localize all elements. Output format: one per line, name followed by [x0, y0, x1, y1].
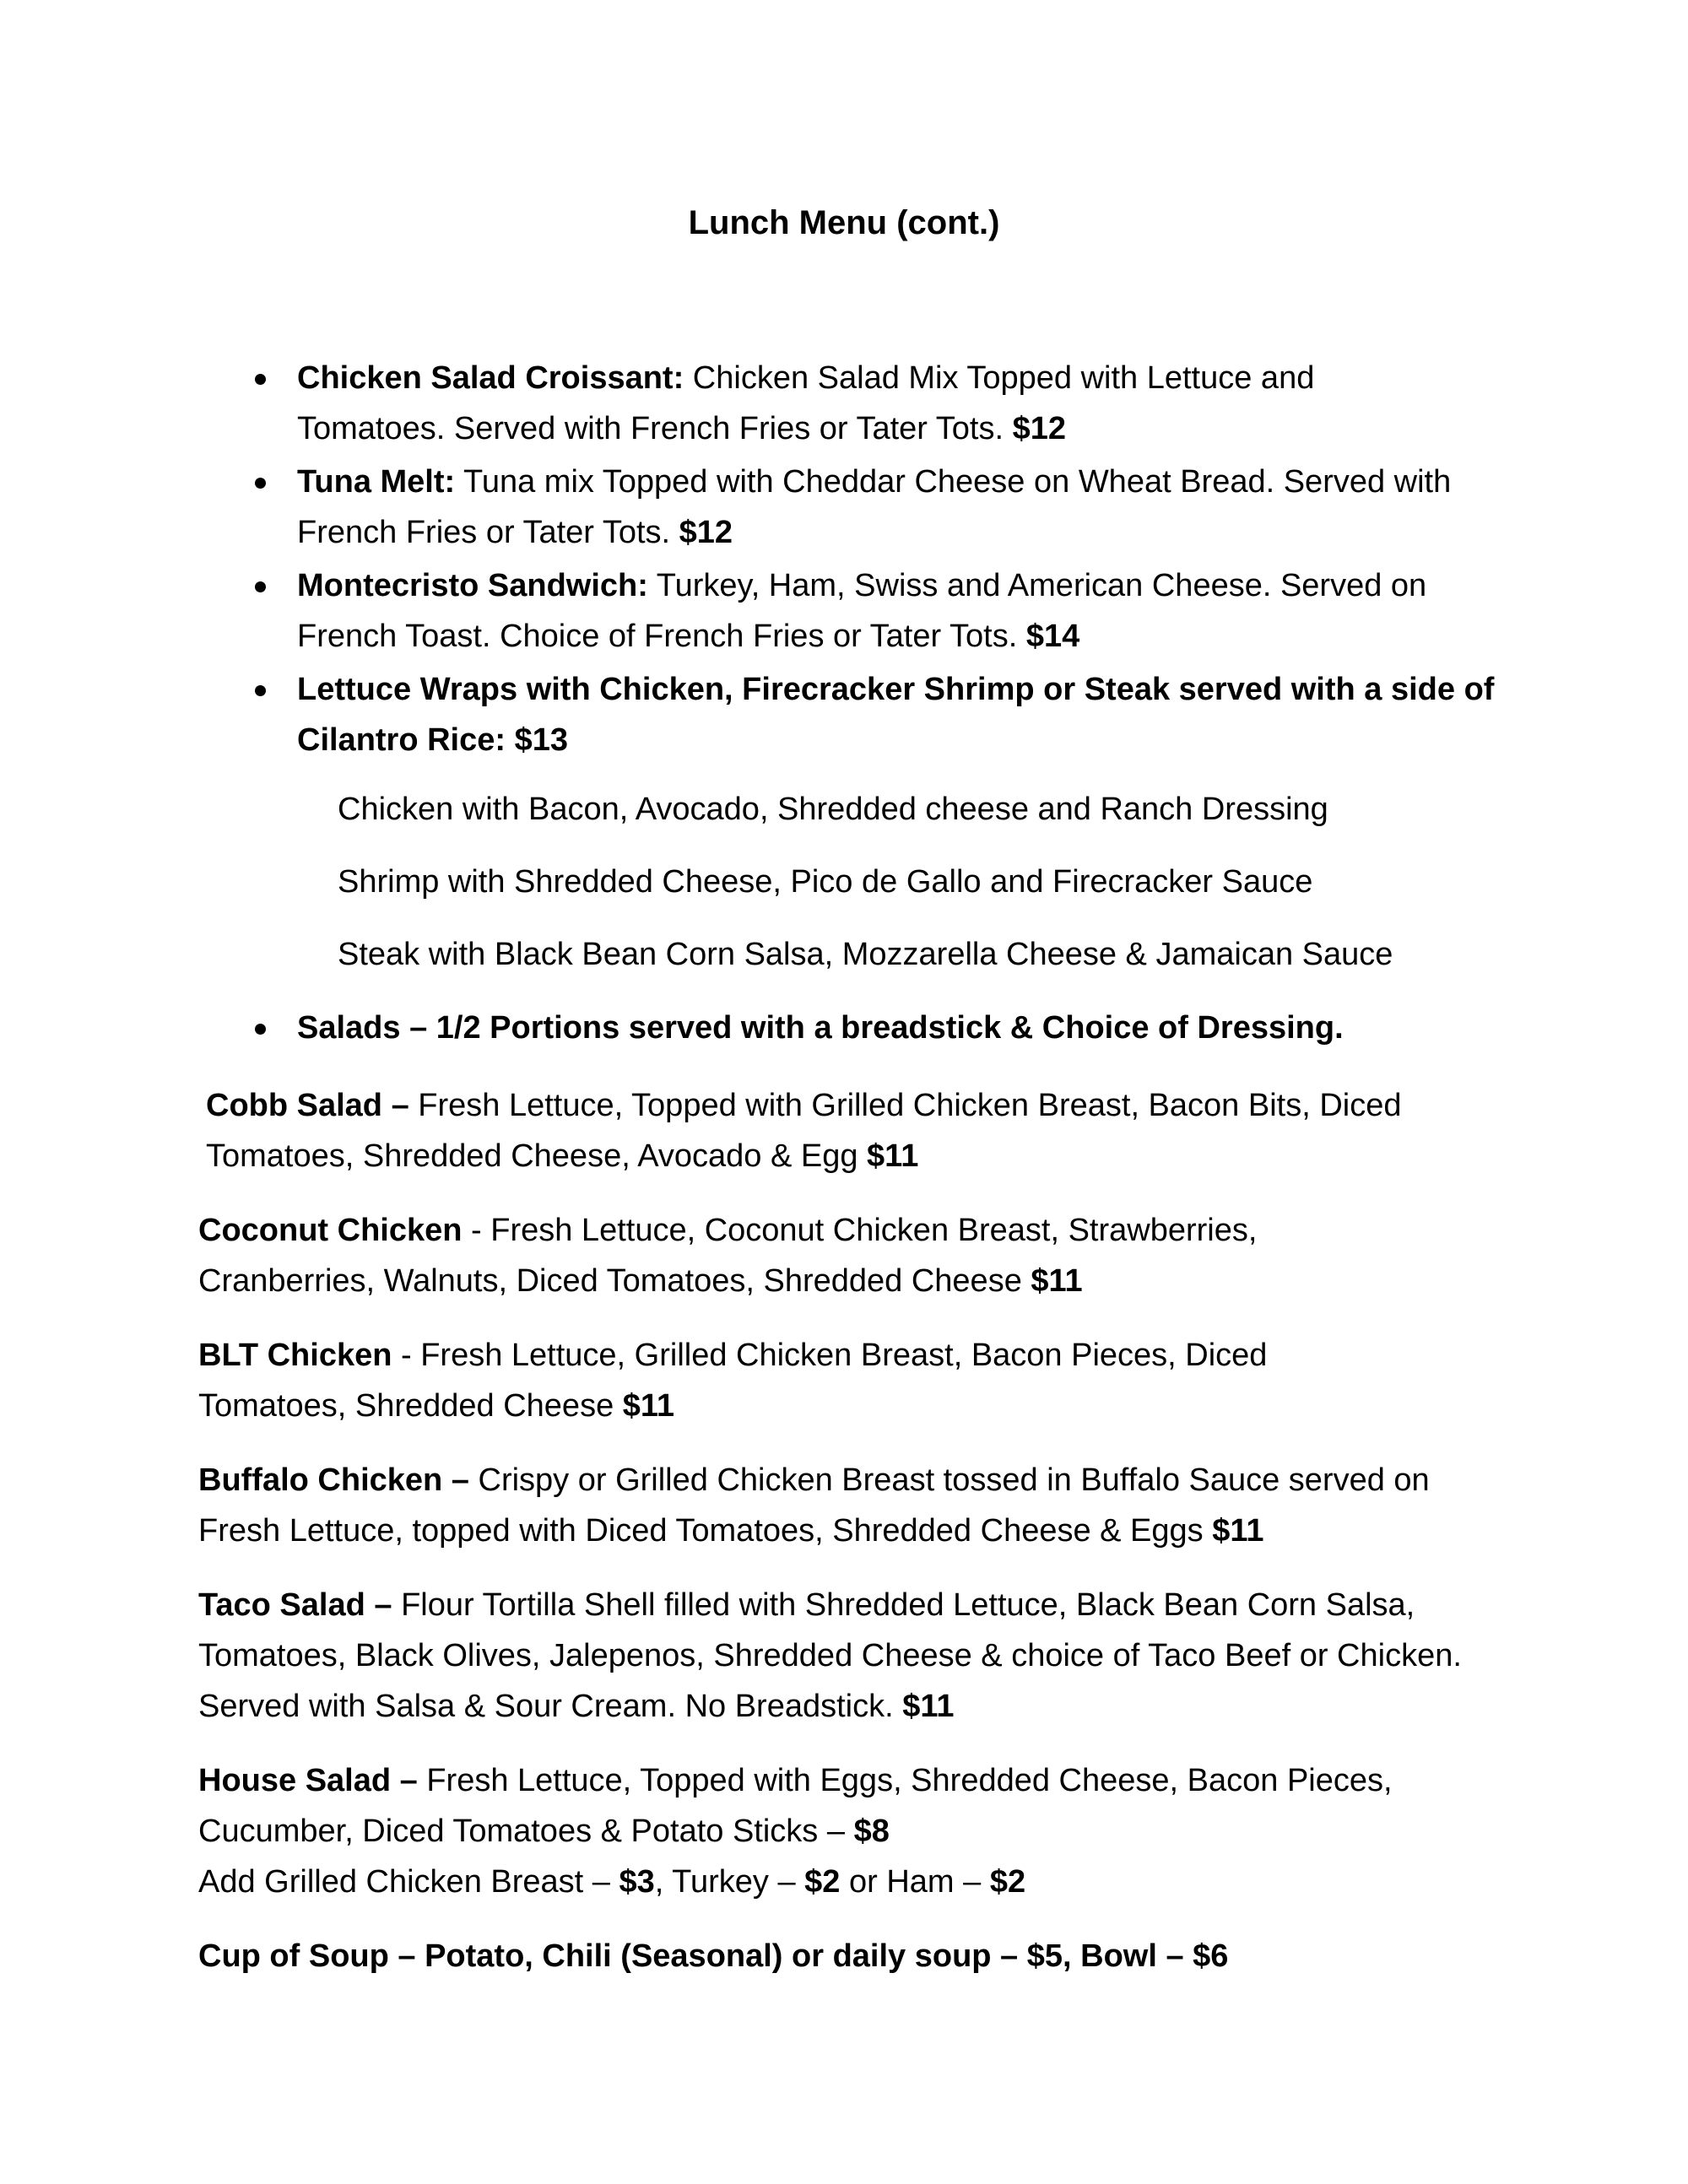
list-item	[245, 353, 1453, 454]
soup-line: Cup of Soup – Potato, Chili (Seasonal) or daily soup – $5, Bowl – $6	[198, 1938, 1229, 1974]
bullet-icon	[255, 685, 266, 696]
salad-price: $11	[1212, 1513, 1264, 1549]
list-item	[245, 1003, 1519, 1053]
salad-name: House Salad –	[198, 1763, 418, 1798]
salad-item	[198, 1580, 1498, 1732]
list-item	[245, 457, 1519, 558]
item-price: $14	[1025, 619, 1080, 654]
salad-description: - Fresh Lettuce, Grilled Chicken Breast, Bacon Pieces, Diced Tomatoes, Shredded Cheese	[198, 1338, 1268, 1424]
salad-price: $11	[867, 1138, 919, 1174]
salad-price: $11	[622, 1388, 675, 1424]
salad-name: Taco Salad –	[198, 1587, 392, 1623]
entree-list	[245, 353, 1519, 768]
salad-section	[198, 1080, 1507, 2005]
wrap-option: Shrimp with Shredded Cheese, Pico de Gallo and Firecracker Sauce	[338, 864, 1313, 900]
salad-description: - Fresh Lettuce, Coconut Chicken Breast, Strawberries, Cranberries, Walnuts, Diced Tomatoes, Shredded Cheese	[198, 1213, 1258, 1299]
addon-price: $2	[804, 1864, 841, 1900]
salad-item	[198, 1330, 1380, 1431]
item-price: $12	[1012, 411, 1067, 446]
item-name: Montecristo Sandwich:	[297, 568, 648, 603]
salad-item	[198, 1080, 1421, 1181]
addons-text: , Turkey –	[654, 1864, 805, 1900]
salad-name: Buffalo Chicken –	[198, 1462, 469, 1498]
item-description: Chicken Salad Mix Topped with Lettuce and Tomatoes. Served with French Fries or Tater Tots.	[297, 360, 1315, 446]
bullet-icon	[255, 374, 266, 385]
item-name: Lettuce Wraps with Chicken, Firecracker Shrimp or Steak served with a side of Cilantro Rice: $13	[297, 672, 1495, 758]
addon-price: $2	[989, 1864, 1026, 1900]
addons-text: or Ham –	[840, 1864, 990, 1900]
list-item	[245, 664, 1496, 765]
salad-price: $8	[853, 1814, 890, 1849]
salad-name: Cobb Salad –	[206, 1088, 409, 1123]
salad-name: Coconut Chicken	[198, 1213, 463, 1248]
salads-header: Salads – 1/2 Portions served with a breadstick & Choice of Dressing.	[297, 1010, 1344, 1046]
addons-text: Add Grilled Chicken Breast –	[198, 1864, 619, 1900]
bullet-icon	[255, 581, 266, 592]
wrap-option: Steak with Black Bean Corn Salsa, Mozzarella Cheese & Jamaican Sauce	[338, 937, 1393, 972]
salads-list	[245, 1003, 1519, 1056]
addon-price: $3	[619, 1864, 655, 1900]
house-salad	[198, 1755, 1498, 1907]
wrap-option: Chicken with Bacon, Avocado, Shredded cheese and Ranch Dressing	[338, 792, 1328, 827]
wrap-options	[245, 786, 1511, 1003]
salad-description: Fresh Lettuce, Topped with Eggs, Shredded Cheese, Bacon Pieces, Cucumber, Diced Tomatoes & Potato Sticks –	[198, 1763, 1393, 1849]
salad-description: Fresh Lettuce, Topped with Grilled Chicken Breast, Bacon Bits, Diced Tomatoes, Shredded Cheese, Avocado & Egg	[206, 1088, 1402, 1174]
salad-price: $11	[1031, 1263, 1083, 1299]
item-description: Turkey, Ham, Swiss and American Cheese. Served on French Toast. Choice of French Fries or Tater Tots.	[297, 568, 1427, 654]
page-title: Lunch Menu (cont.)	[688, 204, 1000, 241]
bullet-icon	[255, 478, 266, 489]
salad-price: $11	[902, 1689, 955, 1724]
bullet-icon	[255, 1024, 266, 1035]
item-description: Tuna mix Topped with Cheddar Cheese on Wheat Bread. Served with French Fries or Tater Tots.	[297, 464, 1452, 550]
item-name: Chicken Salad Croissant:	[297, 360, 684, 396]
item-price: $12	[679, 515, 733, 550]
list-item	[245, 560, 1529, 662]
salad-description: Flour Tortilla Shell filled with Shredded Lettuce, Black Bean Corn Salsa, Tomatoes, Black Olives, Jalepenos, Shredded Cheese & choice of Taco Beef or Chicken. Served with Salsa & Sour Cream. No Breadstick.	[198, 1587, 1462, 1724]
salad-item	[198, 1205, 1405, 1306]
salad-description: Crispy or Grilled Chicken Breast tossed in Buffalo Sauce served on Fresh Lettuce, topped with Diced Tomatoes, Shredded Cheese & Eggs	[198, 1462, 1430, 1549]
salad-item	[198, 1455, 1490, 1556]
item-name: Tuna Melt:	[297, 464, 456, 500]
salad-name: BLT Chicken	[198, 1338, 392, 1373]
